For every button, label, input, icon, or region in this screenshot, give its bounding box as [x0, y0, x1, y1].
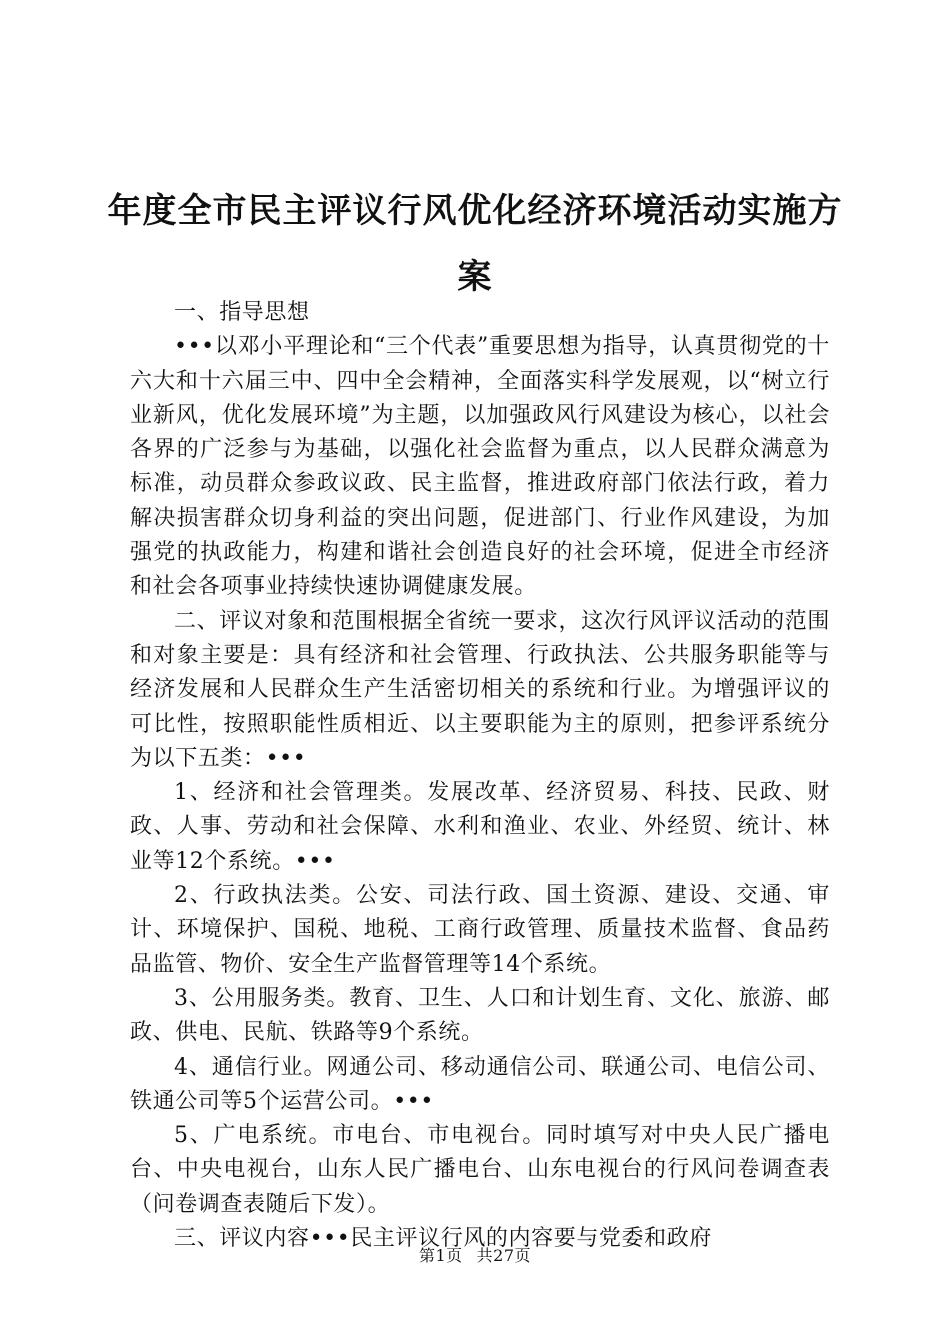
paragraph-guiding-ideology: •••以邓小平理论和“三个代表”重要思想为指导，认真贯彻党的十六大和十六届三中、四中全会精神，全面落实科学发展观，以“树立行业新风，优化发展环境”为主题，以加强政风行风建设为核心，以社会各界的广泛参与为基础，以强化社会监督为重点，以人民群众满意为标准，动员群众参政议政、民主监督，推进政府部门依法行政，着力解决损害群众切身利益的突出问题，促进部门、行业作风建设，为加强党的执政能力，构建和谐社会创造良好的社会环境，促进全市经济和社会各项事业持续快速协调健康发展。 [130, 334, 830, 600]
paragraph-category-1: 1、经济和社会管理类。发展改革、经济贸易、科技、民政、财政、人事、劳动和社会保障、水利和渔业、农业、外经贸、统计、林业等12个系统。••• [130, 780, 830, 874]
paragraph-evaluation-content: 三、评议内容•••民主评议行风的内容要与党委和政府 [174, 1226, 712, 1252]
paragraph-scope: 二、评议对象和范围根据全省统一要求，这次行风评议活动的范围和对象主要是：具有经济和社会管理、行政执法、公共服务职能等与经济发展和人民群众生产生活密切相关的系统和行业。为增强评议的可比性，按照职能性质相近、以主要职能为主的原则，把参评系统分为以下五类：••• [130, 608, 830, 771]
page-number: 第1页 [418, 1246, 463, 1265]
document-title: 年度全市民主评议行风优化经济环境活动实施方案 [107, 191, 843, 297]
paragraph-category-3: 3、公用服务类。教育、卫生、人口和计划生育、文化、旅游、邮政、供电、民航、铁路等9个系统。 [130, 985, 830, 1046]
page-footer [0, 1244, 950, 1268]
document-body [130, 296, 830, 1256]
section-heading-guiding-ideology: 一、指导思想 [174, 300, 310, 325]
paragraph-category-4: 4、通信行业。网通公司、移动通信公司、联通公司、电信公司、铁通公司等5个运营公司。••• [130, 1054, 830, 1114]
paragraph-category-2: 2、行政执法类。公安、司法行政、国土资源、建设、交通、审计、环境保护、国税、地税、工商行政管理、质量技术监督、食品药品监管、物价、安全生产监督管理等14个系统。 [130, 883, 830, 977]
paragraph-category-5: 5、广电系统。市电台、市电视台。同时填写对中央人民广播电台、中央电视台，山东人民广播电台、山东电视台的行风问卷调查表（问卷调查表随后下发）。 [130, 1123, 830, 1217]
page-total: 共27页 [476, 1246, 532, 1265]
